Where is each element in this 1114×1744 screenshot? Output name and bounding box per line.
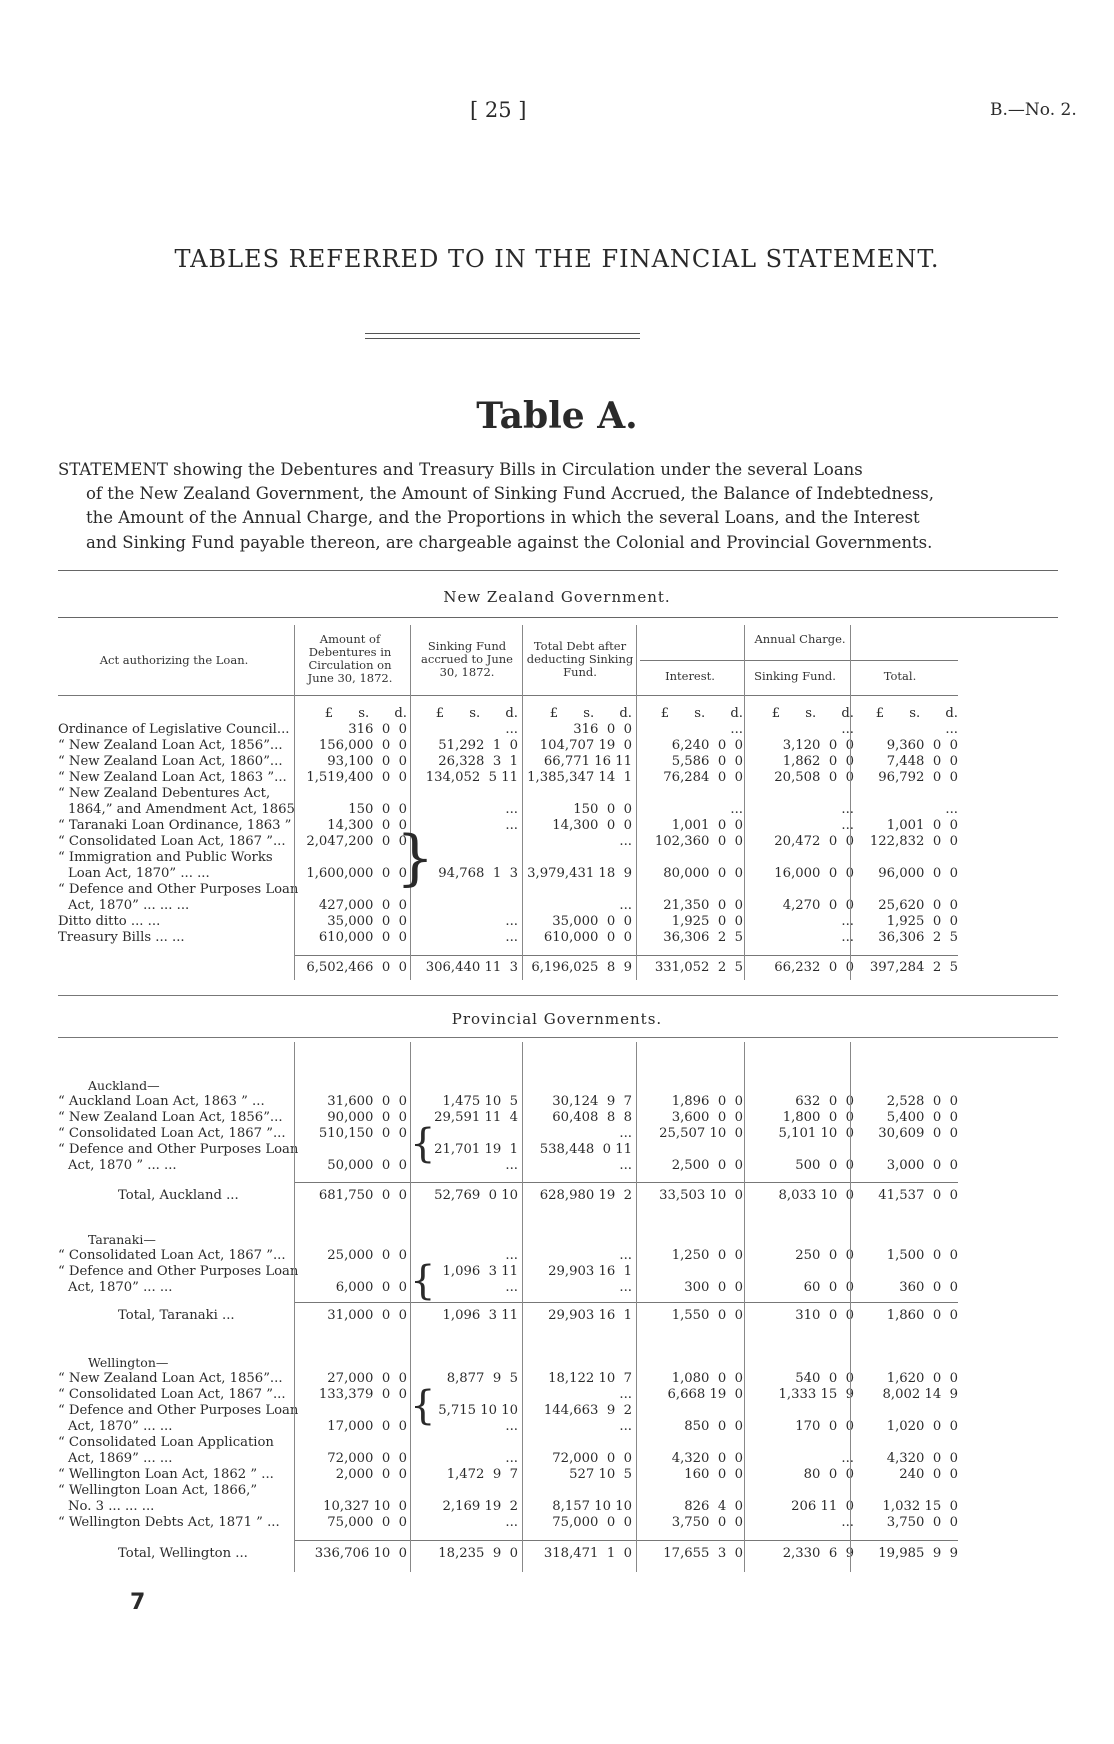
cell-value: ... (505, 1419, 518, 1434)
cell-value: 610,000 0 0 (318, 930, 407, 945)
row-label: “ Consolidated Loan Act, 1867 ”... (58, 1387, 286, 1402)
cell-value: 540 0 0 (795, 1371, 854, 1386)
cell-value: 1,896 0 0 (671, 1094, 743, 1109)
cell-value: 25,507 10 0 (659, 1126, 743, 1141)
brace-icon: { (410, 1258, 436, 1304)
folio-number: 7 (130, 1590, 146, 1615)
cell-value: 36,306 2 5 (878, 930, 958, 945)
cell-value: 17,000 0 0 (327, 1419, 407, 1434)
cell-value: 1,080 0 0 (671, 1371, 743, 1386)
cell-value: ... (945, 802, 958, 817)
row-label: Total, Taranaki ... (118, 1308, 235, 1323)
table-row (0, 754, 1114, 770)
cell-value: 30,609 0 0 (878, 1126, 958, 1141)
column-divider (636, 625, 637, 980)
auckland-total-rule (295, 1182, 958, 1183)
table-row (0, 898, 1114, 914)
cell-value: 5,715 10 10 (438, 1403, 518, 1418)
section-rule (58, 995, 1058, 996)
row-label: “ Wellington Loan Act, 1866,” (58, 1483, 258, 1498)
table-row (0, 1371, 1114, 1387)
cell-value: ... (619, 898, 632, 913)
cell-value: 2,500 0 0 (671, 1158, 743, 1173)
intro-line: and Sinking Fund payable thereon, are chargeable against the Colonial and Provincial Governments. (86, 532, 933, 552)
cell-value: 1,620 0 0 (886, 1371, 958, 1386)
row-label: “ Consolidated Loan Act, 1867 ”... (58, 1248, 286, 1263)
row-label: “ New Zealand Debentures Act, (58, 786, 271, 801)
cell-value: 1,096 3 11 (442, 1308, 518, 1323)
header-sinking: Sinking Fund accrued to June 30, 1872. (421, 639, 513, 679)
header-annual: Annual Charge. (754, 632, 846, 646)
row-label: “ Wellington Loan Act, 1862 ” ... (58, 1467, 274, 1482)
intro-paragraph (58, 458, 1058, 555)
row-label: “ New Zealand Loan Act, 1856”... (58, 1110, 283, 1125)
cell-value: 8,002 14 9 (882, 1387, 958, 1402)
cell-value: 1,600,000 0 0 (306, 866, 407, 881)
cell-value: 60 0 0 (803, 1280, 854, 1295)
cell-value: 9,360 0 0 (886, 738, 958, 753)
taranaki-heading: Taranaki— (88, 1232, 156, 1247)
cell-value: ... (841, 1515, 854, 1530)
cell-value: 5,586 0 0 (671, 754, 743, 769)
column-divider (410, 625, 411, 980)
cell-value: 3,120 0 0 (782, 738, 854, 753)
cell-value: 7,448 0 0 (886, 754, 958, 769)
cell-value: 826 4 0 (684, 1499, 743, 1514)
cell-value: 29,903 16 1 (548, 1264, 632, 1279)
cell-value: £ s. d. (324, 706, 407, 721)
cell-value: 96,792 0 0 (878, 770, 958, 785)
cell-value: 18,235 9 0 (438, 1546, 518, 1561)
row-label: Act, 1870” ... ... ... (68, 898, 190, 913)
row-label: 1864,” and Amendment Act, 1865 (68, 802, 295, 817)
table-row (0, 1264, 1114, 1280)
table-row (0, 1515, 1114, 1531)
row-label: Act, 1870” ... ... (68, 1280, 173, 1295)
table-title: Table A. (476, 395, 638, 437)
table-row (0, 930, 1114, 946)
cell-value: 26,328 3 1 (438, 754, 518, 769)
cell-value: 4,320 0 0 (671, 1451, 743, 1466)
cell-value: 610,000 0 0 (543, 930, 632, 945)
column-divider (744, 1042, 745, 1572)
table-row (0, 1403, 1114, 1419)
cell-value: 1,475 10 5 (442, 1094, 518, 1109)
cell-value: 19,985 9 9 (878, 1546, 958, 1561)
cell-value: 1,500 0 0 (886, 1248, 958, 1263)
cell-value: 10,327 10 0 (323, 1499, 407, 1514)
table-row (0, 1419, 1114, 1435)
cell-value: ... (619, 1387, 632, 1402)
cell-value: 50,000 0 0 (327, 1158, 407, 1173)
header-amount: Amount of Debentures in Circulation on June 30, 1872. (307, 632, 393, 685)
table-row (0, 770, 1114, 786)
column-divider (850, 625, 851, 980)
cell-value: 66,232 0 0 (774, 960, 854, 975)
wellington-total-rule (295, 1540, 958, 1541)
cell-value: 397,284 2 5 (869, 960, 958, 975)
cell-value: 160 0 0 (684, 1467, 743, 1482)
cell-value: ... (841, 818, 854, 833)
cell-value: 16,000 0 0 (774, 866, 854, 881)
cell-value: ... (945, 722, 958, 737)
table-row (0, 1248, 1114, 1264)
cell-value: 102,360 0 0 (654, 834, 743, 849)
row-label: “ Defence and Other Purposes Loan (58, 1264, 299, 1279)
cell-value: 240 0 0 (899, 1467, 958, 1482)
cell-value: 156,000 0 0 (318, 738, 407, 753)
cell-value: ... (619, 1248, 632, 1263)
wellington-total-row (0, 1546, 1114, 1562)
row-label: “ Consolidated Loan Act, 1867 ”... (58, 834, 286, 849)
cell-value: 1,001 0 0 (886, 818, 958, 833)
page-number: [ 25 ] (470, 98, 527, 122)
cell-value: 170 0 0 (795, 1419, 854, 1434)
row-label: Treasury Bills ... ... (58, 930, 185, 945)
cell-value: 1,550 0 0 (671, 1308, 743, 1323)
cell-value: ... (505, 914, 518, 929)
cell-value: 18,122 10 7 (548, 1371, 632, 1386)
cell-value: ... (505, 1515, 518, 1530)
nz-total-row (0, 960, 1114, 976)
table-row (0, 786, 1114, 802)
row-label: Act, 1870 ” ... ... (68, 1158, 177, 1173)
row-label: “ Taranaki Loan Ordinance, 1863 ” (58, 818, 292, 833)
cell-value: 538,448 0 11 (539, 1142, 632, 1157)
brace-icon: } (396, 823, 435, 893)
cell-value: 8,877 9 5 (446, 1371, 518, 1386)
table-row (0, 1499, 1114, 1515)
header-rule (58, 617, 1058, 618)
row-label: Act, 1869” ... ... (68, 1451, 173, 1466)
row-label: “ Immigration and Public Works (58, 850, 273, 865)
cell-value: 104,707 19 0 (539, 738, 632, 753)
cell-value: £ s. d. (660, 706, 743, 721)
cell-value: 30,124 9 7 (552, 1094, 632, 1109)
cell-value: ... (730, 802, 743, 817)
cell-value: 2,330 6 9 (782, 1546, 854, 1561)
cell-value: 80 0 0 (803, 1467, 854, 1482)
cell-value: 1,925 0 0 (671, 914, 743, 929)
cell-value: ... (619, 1126, 632, 1141)
cell-value: 1,333 15 9 (778, 1387, 854, 1402)
cell-value: 36,306 2 5 (663, 930, 743, 945)
cell-value: ... (505, 1158, 518, 1173)
row-label: “ Defence and Other Purposes Loan (58, 1142, 299, 1157)
header-bottom-rule (58, 695, 958, 696)
cell-value: 35,000 0 0 (327, 914, 407, 929)
table-row (0, 1142, 1114, 1158)
column-divider (294, 1042, 295, 1572)
table-row (0, 738, 1114, 754)
cell-value: £ s. d. (435, 706, 518, 721)
brace-icon: { (410, 1383, 436, 1429)
cell-value: 360 0 0 (899, 1280, 958, 1295)
cell-value: £ s. d. (549, 706, 632, 721)
cell-value: ... (505, 1248, 518, 1263)
cell-value: 850 0 0 (684, 1419, 743, 1434)
cell-value: 336,706 10 0 (314, 1546, 407, 1561)
cell-value: ... (505, 1451, 518, 1466)
column-divider (294, 625, 295, 980)
table-row (0, 1483, 1114, 1499)
cell-value: 331,052 2 5 (654, 960, 743, 975)
cell-value: 134,052 5 11 (425, 770, 518, 785)
cell-value: 3,000 0 0 (886, 1158, 958, 1173)
cell-value: 33,503 10 0 (659, 1188, 743, 1203)
intro-line: of the New Zealand Government, the Amount of Sinking Fund Accrued, the Balance of Indebtedness, (86, 484, 935, 504)
cell-value: 133,379 0 0 (318, 1387, 407, 1402)
row-label: Loan Act, 1870” ... ... (68, 866, 210, 881)
cell-value: 29,903 16 1 (548, 1308, 632, 1323)
table-row (0, 1126, 1114, 1142)
cell-value: 2,528 0 0 (886, 1094, 958, 1109)
cell-value: 3,600 0 0 (671, 1110, 743, 1125)
cell-value: 1,385,347 14 1 (527, 770, 632, 785)
section-rule (58, 1037, 1058, 1038)
cell-value: 6,502,466 0 0 (306, 960, 407, 975)
row-label: “ New Zealand Loan Act, 1860”... (58, 754, 283, 769)
cell-value: 628,980 19 2 (539, 1188, 632, 1203)
cell-value: 2,169 19 2 (442, 1499, 518, 1514)
title-divider (365, 333, 640, 339)
cell-value: 2,000 0 0 (335, 1467, 407, 1482)
row-label: Ordinance of Legislative Council... (58, 722, 290, 737)
table-row (0, 866, 1114, 882)
section-title-prov: Provincial Governments. (451, 1010, 663, 1028)
cell-value: 3,750 0 0 (671, 1515, 743, 1530)
auckland-total-row (0, 1188, 1114, 1204)
cell-value: 27,000 0 0 (327, 1371, 407, 1386)
row-label: Ditto ditto ... ... (58, 914, 161, 929)
row-label: “ New Zealand Loan Act, 1863 ”... (58, 770, 287, 785)
table-row (0, 722, 1114, 738)
cell-value: ... (619, 1280, 632, 1295)
cell-value: ... (505, 930, 518, 945)
cell-value: ... (619, 1158, 632, 1173)
cell-value: 21,701 19 1 (434, 1142, 518, 1157)
cell-value: 1,519,400 0 0 (306, 770, 407, 785)
cell-value: 75,000 0 0 (327, 1515, 407, 1530)
brace-icon: { (410, 1121, 436, 1167)
cell-value: 144,663 9 2 (543, 1403, 632, 1418)
row-label: No. 3 ... ... ... (68, 1499, 155, 1514)
table-row (0, 834, 1114, 850)
cell-value: 3,750 0 0 (886, 1515, 958, 1530)
cell-value: 25,620 0 0 (878, 898, 958, 913)
table-row (0, 1467, 1114, 1483)
cell-value: 72,000 0 0 (552, 1451, 632, 1466)
cell-value: 122,832 0 0 (869, 834, 958, 849)
cell-value: 427,000 0 0 (318, 898, 407, 913)
cell-value: 510,150 0 0 (318, 1126, 407, 1141)
cell-value: 5,400 0 0 (886, 1110, 958, 1125)
column-divider (744, 625, 745, 980)
cell-value: £ s. d. (771, 706, 854, 721)
cell-value: 6,196,025 8 9 (531, 960, 632, 975)
table-row (0, 1158, 1114, 1174)
row-label: Act, 1870” ... ... (68, 1419, 173, 1434)
table-row (0, 1451, 1114, 1467)
cell-value: ... (841, 802, 854, 817)
nz-total-rule (295, 955, 958, 956)
cell-value: 5,101 10 0 (778, 1126, 854, 1141)
cell-value: 4,270 0 0 (782, 898, 854, 913)
row-label: “ Wellington Debts Act, 1871 ” ... (58, 1515, 280, 1530)
cell-value: 72,000 0 0 (327, 1451, 407, 1466)
cell-value: 316 0 0 (573, 722, 632, 737)
cell-value: 76,284 0 0 (663, 770, 743, 785)
table-row (0, 1280, 1114, 1296)
table-row (0, 1435, 1114, 1451)
cell-value: 14,300 0 0 (327, 818, 407, 833)
cell-value: 1,001 0 0 (671, 818, 743, 833)
cell-value: 318,471 1 0 (543, 1546, 632, 1561)
cell-value: 300 0 0 (684, 1280, 743, 1295)
cell-value: 150 0 0 (348, 802, 407, 817)
cell-value: 14,300 0 0 (552, 818, 632, 833)
cell-value: 21,350 0 0 (663, 898, 743, 913)
cell-value: ... (619, 834, 632, 849)
table-row (0, 818, 1114, 834)
cell-value: ... (841, 930, 854, 945)
cell-value: 75,000 0 0 (552, 1515, 632, 1530)
cell-value: 1,096 3 11 (442, 1264, 518, 1279)
cell-value: 1,020 0 0 (886, 1419, 958, 1434)
table-row (0, 1387, 1114, 1403)
cell-value: 20,472 0 0 (774, 834, 854, 849)
cell-value: 632 0 0 (795, 1094, 854, 1109)
cell-value: 52,769 0 10 (434, 1188, 518, 1203)
annual-subrule (640, 660, 958, 661)
cell-value: 41,537 0 0 (878, 1188, 958, 1203)
cell-value: 500 0 0 (795, 1158, 854, 1173)
row-label: Total, Auckland ... (118, 1188, 239, 1203)
intro-line: STATEMENT showing the Debentures and Treasury Bills in Circulation under the several Loans (58, 460, 863, 479)
cell-value: ... (505, 1280, 518, 1295)
section-title-nz: New Zealand Government. (443, 588, 671, 606)
header-total-debt: Total Debt after deducting Sinking Fund. (526, 639, 634, 679)
row-label: “ New Zealand Loan Act, 1856”... (58, 738, 283, 753)
cell-value: 4,320 0 0 (886, 1451, 958, 1466)
cell-value: 1,860 0 0 (886, 1308, 958, 1323)
cell-value: ... (505, 818, 518, 833)
cell-value: ... (505, 802, 518, 817)
table-row (0, 1094, 1114, 1110)
cell-value: 1,250 0 0 (671, 1248, 743, 1263)
table-row (0, 850, 1114, 866)
cell-value: 8,033 10 0 (778, 1188, 854, 1203)
column-divider (522, 625, 523, 980)
cell-value: 60,408 8 8 (552, 1110, 632, 1125)
cell-value: 150 0 0 (573, 802, 632, 817)
cell-value: ... (841, 722, 854, 737)
cell-value: 8,157 10 10 (552, 1499, 632, 1514)
row-label: “ Defence and Other Purposes Loan (58, 882, 299, 897)
header-interest: Interest. (665, 669, 715, 683)
column-divider (850, 1042, 851, 1572)
main-title: TABLES REFERRED TO IN THE FINANCIAL STATEMENT. (174, 245, 940, 273)
cell-value: 250 0 0 (795, 1248, 854, 1263)
row-label: “ New Zealand Loan Act, 1856”... (58, 1371, 283, 1386)
top-rule (58, 570, 1058, 571)
cell-value: 527 10 5 (569, 1467, 632, 1482)
row-label: “ Auckland Loan Act, 1863 ” ... (58, 1094, 265, 1109)
cell-value: 681,750 0 0 (318, 1188, 407, 1203)
row-label: “ Defence and Other Purposes Loan (58, 1403, 299, 1418)
cell-value: 31,600 0 0 (327, 1094, 407, 1109)
header-sinking-fund: Sinking Fund. (754, 669, 836, 683)
cell-value: 80,000 0 0 (663, 866, 743, 881)
column-divider (636, 1042, 637, 1572)
cell-value: 25,000 0 0 (327, 1248, 407, 1263)
currency-unit-row (0, 706, 1114, 722)
table-row (0, 802, 1114, 818)
cell-value: 1,862 0 0 (782, 754, 854, 769)
auckland-heading: Auckland— (88, 1078, 160, 1093)
cell-value: ... (841, 914, 854, 929)
cell-value: 2,047,200 0 0 (306, 834, 407, 849)
intro-line: the Amount of the Annual Charge, and the Proportions in which the several Loans, and the Interest (86, 508, 920, 528)
cell-value: 66,771 16 11 (543, 754, 632, 769)
cell-value: 1,472 9 7 (446, 1467, 518, 1482)
cell-value: ... (505, 722, 518, 737)
cell-value: 310 0 0 (795, 1308, 854, 1323)
cell-value: 94,768 1 3 (438, 866, 518, 881)
wellington-heading: Wellington— (88, 1355, 169, 1370)
cell-value: 17,655 3 0 (663, 1546, 743, 1561)
cell-value: 90,000 0 0 (327, 1110, 407, 1125)
cell-value: 31,000 0 0 (327, 1308, 407, 1323)
row-label: “ Consolidated Loan Act, 1867 ”... (58, 1126, 286, 1141)
cell-value: 93,100 0 0 (327, 754, 407, 769)
cell-value: £ s. d. (875, 706, 958, 721)
table-row (0, 914, 1114, 930)
cell-value: 51,292 1 0 (438, 738, 518, 753)
cell-value: 1,925 0 0 (886, 914, 958, 929)
cell-value: 6,668 19 0 (667, 1387, 743, 1402)
cell-value: 35,000 0 0 (552, 914, 632, 929)
cell-value: 6,240 0 0 (671, 738, 743, 753)
cell-value: 306,440 11 3 (425, 960, 518, 975)
cell-value: ... (619, 1419, 632, 1434)
cell-value: 1,032 15 0 (882, 1499, 958, 1514)
header-total: Total. (883, 669, 917, 683)
cell-value: 6,000 0 0 (335, 1280, 407, 1295)
taranaki-total-rule (295, 1302, 958, 1303)
row-label: Total, Wellington ... (118, 1546, 248, 1561)
cell-value: 316 0 0 (348, 722, 407, 737)
cell-value: 206 11 0 (791, 1499, 854, 1514)
row-label: “ Consolidated Loan Application (58, 1435, 274, 1450)
table-row (0, 1110, 1114, 1126)
column-divider (522, 1042, 523, 1572)
header-act: Act authorizing the Loan. (99, 653, 249, 667)
table-row (0, 882, 1114, 898)
cell-value: ... (730, 722, 743, 737)
cell-value: ... (841, 1451, 854, 1466)
cell-value: 96,000 0 0 (878, 866, 958, 881)
taranaki-total-row (0, 1308, 1114, 1324)
cell-value: 29,591 11 4 (434, 1110, 518, 1125)
sheet-reference: B.—No. 2. (990, 100, 1077, 120)
cell-value: 20,508 0 0 (774, 770, 854, 785)
cell-value: 1,800 0 0 (782, 1110, 854, 1125)
cell-value: 3,979,431 18 9 (527, 866, 632, 881)
